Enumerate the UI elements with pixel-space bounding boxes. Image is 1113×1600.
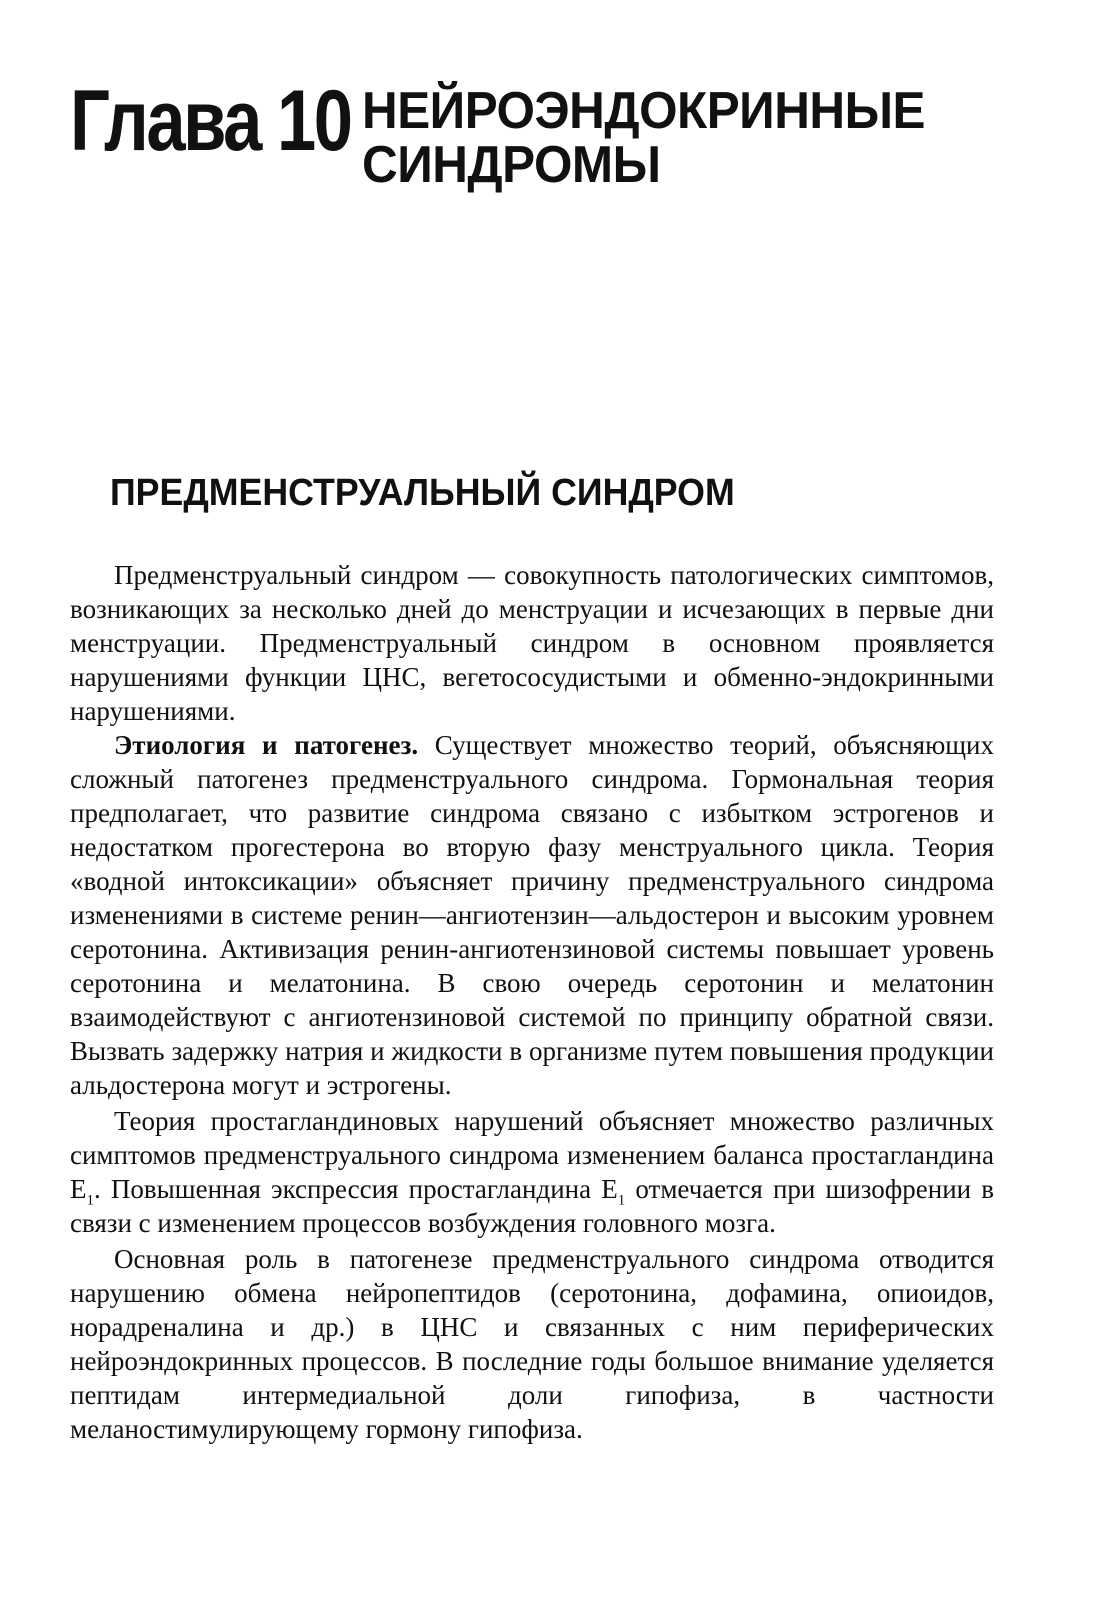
chapter-header (70, 73, 1050, 208)
section-title: ПРЕДМЕНСТРУАЛЬНЫЙ СИНДРОМ (110, 472, 735, 514)
prostaglandin-text-a: Теория простагландиновых нарушений объясняет множество различных симптомов предменструального синдрома изменением баланса простагландина Е (70, 1106, 994, 1204)
chapter-title (362, 84, 925, 192)
chapter-title-line-2: СИНДРОМЫ (362, 136, 661, 194)
paragraph-prostaglandin (70, 1104, 994, 1240)
paragraph-etiology (70, 728, 994, 1102)
paragraph-neuropeptides: Основная роль в патогенезе предменструального синдрома отводится нарушению обмена нейропептидов (серотонина, дофамина, опиоидов, норадреналина и др.) в ЦНС и связанных с ним периферических нейроэндокринных процессов. В последние годы большое внимание уделяется пептидам интермедиальной доли гипофиза, в частности меланостимулирующему гормону гипофиза. (70, 1244, 994, 1444)
etiology-term: Этиология и патогенез. (114, 730, 419, 760)
chapter-label: Глава 10 (70, 73, 351, 169)
body-text (70, 558, 994, 1446)
etiology-text: Существует множество теорий, объясняющих сложный патогенез предменструального синдрома. Гормональная теория предполагает, что развитие синдрома связано с избытком эстрогенов и недостатком прогестерона во вторую фазу менструального цикла. Теория «водной интоксикации» объясняет причину предменструального синдрома изменениями в системе ренин—ангиотензин—альдостерон и высоким уровнем серотонина. Активизация ренин-ангиотензиновой системы повышает уровень серотонина и мелатонина. В свою очередь серотонин и мелатонин взаимодействуют с ангиотензиновой системой по принципу обратной связи. Вызвать задержку натрия и жидкости в организме путем повышения продукции альдостерона могут и эстрогены. (70, 730, 994, 1100)
subscript-2: 1 (617, 1192, 626, 1209)
subscript-1: 1 (86, 1192, 94, 1209)
chapter-title-line-1: НЕЙРОЭНДОКРИННЫЕ (362, 82, 925, 140)
prostaglandin-text-b: . Повышенная экспрессия простагландина Е (94, 1174, 618, 1204)
prostaglandin-text-c: отмечается при шизофрении в связи с изменением процессов возбуждения головного мозга. (70, 1174, 994, 1238)
paragraph-definition: Предменструальный синдром — совокупность патологических симптомов, возникающих за несколько дней до менструации и исчезающих в первые дни менструации. Предменструальный синдром в основном проявляется нарушениями функции ЦНС, вегетососудистыми и обменно-эндокринными нарушениями. (70, 560, 994, 726)
